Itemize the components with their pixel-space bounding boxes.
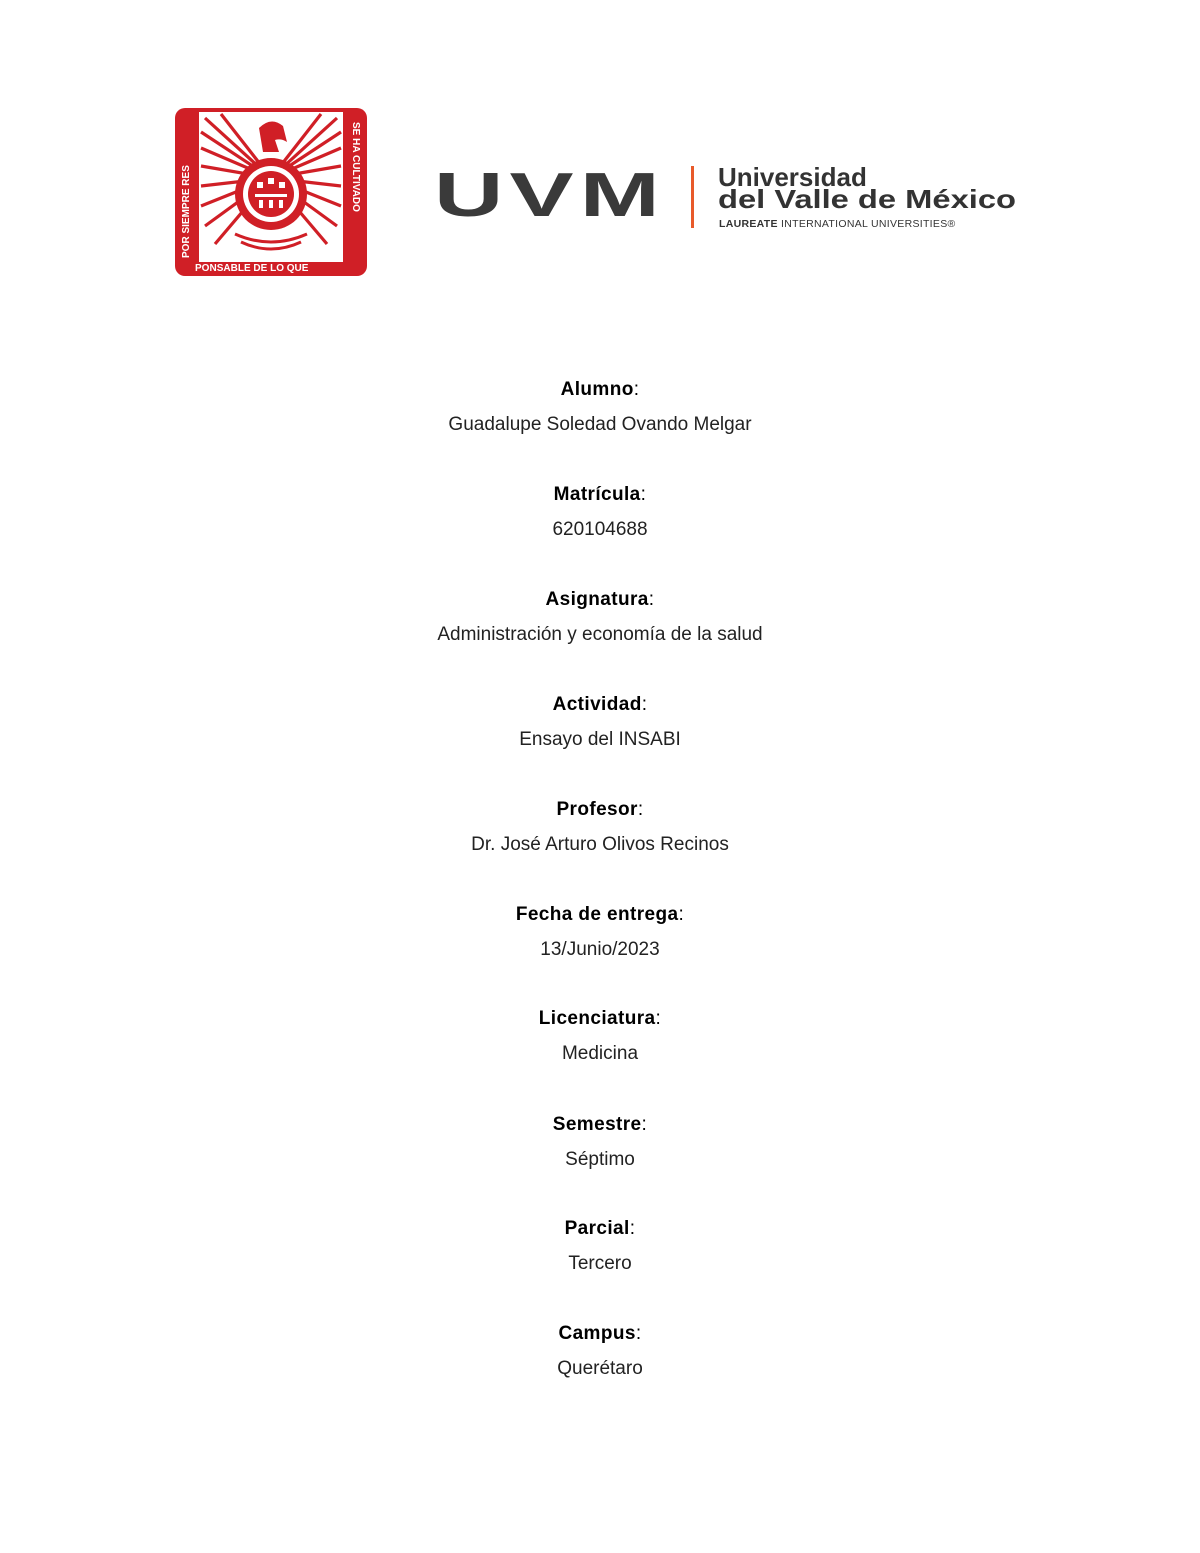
field-label: Matrícula: [553,484,647,505]
logo-divider [691,166,694,228]
uvm-tagline-rest: INTERNATIONAL UNIVERSITIES [781,218,948,230]
uvm-name-line2: del Valle de México [718,184,1016,214]
field-semestre [0,1113,1200,1172]
field-campus [0,1322,1200,1381]
field-parcial [0,1217,1200,1276]
uvm-tagline-bold: LAUREATE [719,218,778,230]
field-label: Semestre: [552,1114,648,1135]
uvm-name-line1: Universidad [718,162,867,192]
field-value: Querétaro [557,1358,643,1379]
svg-text:LAUREATE INTERNATIONAL U [719,218,956,230]
uvm-wordmark: UVM [434,161,666,230]
svg-text:PONSABLE DE LO QUE: PONSABLE DE LO QUE [195,263,309,274]
field-value: Guadalupe Soledad Ovando Melgar [448,414,752,435]
field-licenciatura [0,1007,1200,1066]
field-alumno [0,378,1200,437]
field-label: Profesor: [556,799,644,820]
field-label: Actividad: [552,694,648,715]
uvm-tagline-mark: ® [947,218,956,230]
field-value: 620104688 [552,519,648,540]
field-label: Campus: [558,1323,642,1344]
field-label: Parcial: [564,1218,636,1239]
field-value: Medicina [561,1043,639,1064]
field-actividad [0,693,1200,752]
institution-seal-logo [175,108,367,276]
svg-text:POR SIEMPRE RES: POR SIEMPRE RES [181,165,192,258]
field-label: Asignatura: [545,589,655,610]
field-label: Alumno: [560,379,640,400]
field-profesor [0,798,1200,857]
field-fecha-de-entrega [0,903,1200,962]
field-value: Administración y economía de la salud [437,624,763,645]
uvm-logo [432,160,1032,235]
field-label: Licenciatura: [538,1008,662,1029]
field-value: 13/Junio/2023 [540,939,660,960]
svg-text:SE HA CULTIVADO: SE HA CULTIVADO [350,122,361,212]
field-value: Tercero [568,1253,632,1274]
field-value: Ensayo del INSABI [519,729,681,750]
field-label: Fecha de entrega: [515,904,685,925]
field-value: Dr. José Arturo Olivos Recinos [471,834,729,855]
field-value: Séptimo [565,1149,635,1170]
field-matricula [0,483,1200,542]
field-asignatura [0,588,1200,647]
